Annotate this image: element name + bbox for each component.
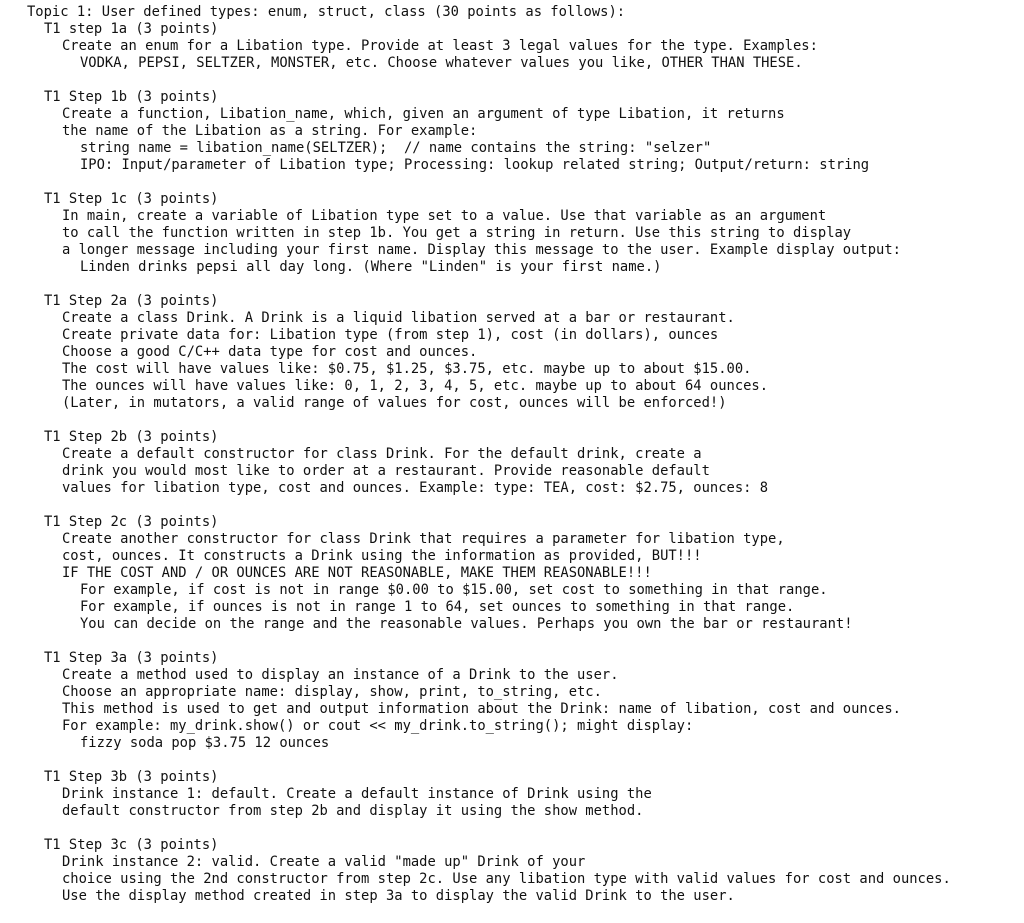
step-heading: T1 Step 2b (3 points) — [44, 429, 219, 445]
assignment-section — [27, 191, 1017, 276]
assignment-section — [27, 837, 1017, 905]
instruction-line: Create an enum for a Libation type. Provide at least 3 legal values for the type. Examples: — [62, 38, 818, 54]
instruction-line: Linden drinks pepsi all day long. (Where "Linden" is your first name.) — [80, 259, 662, 275]
assignment-section — [27, 4, 1017, 72]
assignment-document — [27, 4, 1017, 905]
instruction-line: Create a class Drink. A Drink is a liquid libation served at a bar or restaurant. — [62, 310, 735, 326]
instruction-line: default constructor from step 2b and display it using the show method. — [62, 803, 644, 819]
step-heading: T1 Step 3a (3 points) — [44, 650, 219, 666]
instruction-line: Create private data for: Libation type (from step 1), cost (in dollars), ounces — [62, 327, 719, 343]
instruction-line: For example, if cost is not in range $0.00 to $15.00, set cost to something in that range. — [80, 582, 828, 598]
assignment-section — [27, 293, 1017, 412]
instruction-line: T1 step 1a (3 points) — [44, 21, 219, 37]
instruction-line: Use the display method created in step 3a to display the valid Drink to the user. — [62, 888, 735, 904]
instruction-line: drink you would most like to order at a restaurant. Provide reasonable default — [62, 463, 710, 479]
instruction-line: string name = libation_name(SELTZER); // name contains the string: "selzer" — [80, 140, 712, 156]
instruction-line: Create a function, Libation_name, which, given an argument of type Libation, it returns — [62, 106, 785, 122]
step-heading: T1 Step 1c (3 points) — [44, 191, 219, 207]
instruction-line: (Later, in mutators, a valid range of values for cost, ounces will be enforced!) — [62, 395, 727, 411]
instruction-line: The cost will have values like: $0.75, $1.25, $3.75, etc. maybe up to about $15.00. — [62, 361, 752, 377]
instruction-line: choice using the 2nd constructor from step 2c. Use any libation type with valid values for cost and ounces. — [62, 871, 951, 887]
instruction-line: Choose a good C/C++ data type for cost and ounces. — [62, 344, 478, 360]
instruction-line: cost, ounces. It constructs a Drink using the information as provided, BUT!!! — [62, 548, 702, 564]
instruction-line: to call the function written in step 1b. You get a string in return. Use this string to display — [62, 225, 852, 241]
instruction-line: Create another constructor for class Drink that requires a parameter for libation type, — [62, 531, 785, 547]
step-heading: T1 Step 3b (3 points) — [44, 769, 219, 785]
step-heading: T1 Step 2a (3 points) — [44, 293, 219, 309]
instruction-line: values for libation type, cost and ounces. Example: type: TEA, cost: $2.75, ounces: 8 — [62, 480, 769, 496]
step-heading: T1 Step 2c (3 points) — [44, 514, 219, 530]
instruction-line: Drink instance 1: default. Create a default instance of Drink using the — [62, 786, 652, 802]
instruction-line: fizzy soda pop $3.75 12 ounces — [80, 735, 330, 751]
instruction-line: Create a default constructor for class Drink. For the default drink, create a — [62, 446, 702, 462]
assignment-section — [27, 89, 1017, 174]
assignment-section — [27, 650, 1017, 752]
assignment-section — [27, 769, 1017, 820]
instruction-line: The ounces will have values like: 0, 1, 2, 3, 4, 5, etc. maybe up to about 64 ounces. — [62, 378, 769, 394]
instruction-line: IPO: Input/parameter of Libation type; Processing: lookup related string; Output/return: string — [80, 157, 870, 173]
instruction-line: This method is used to get and output information about the Drink: name of libation, cost and ounces. — [62, 701, 901, 717]
instruction-line: VODKA, PEPSI, SELTZER, MONSTER, etc. Choose whatever values you like, OTHER THAN THESE. — [80, 55, 803, 71]
instruction-line: In main, create a variable of Libation type set to a value. Use that variable as an argument — [62, 208, 827, 224]
instruction-line: For example: my_drink.show() or cout << my_drink.to_string(); might display: — [62, 718, 694, 734]
assignment-section — [27, 514, 1017, 633]
instruction-line: Drink instance 2: valid. Create a valid "made up" Drink of your — [62, 854, 586, 870]
instruction-line: the name of the Libation as a string. For example: — [62, 123, 478, 139]
topic-heading: Topic 1: User defined types: enum, struct, class (30 points as follows): — [27, 4, 626, 20]
step-heading: T1 Step 3c (3 points) — [44, 837, 219, 853]
instruction-line: Choose an appropriate name: display, show, print, to_string, etc. — [62, 684, 602, 700]
instruction-line: Create a method used to display an instance of a Drink to the user. — [62, 667, 619, 683]
instruction-line: For example, if ounces is not in range 1 to 64, set ounces to something in that range. — [80, 599, 795, 615]
instruction-line: IF THE COST AND / OR OUNCES ARE NOT REASONABLE, MAKE THEM REASONABLE!!! — [62, 565, 652, 581]
instruction-line: a longer message including your first name. Display this message to the user. Example display output: — [62, 242, 901, 258]
instruction-line: You can decide on the range and the reasonable values. Perhaps you own the bar or restaurant! — [80, 616, 853, 632]
assignment-section — [27, 429, 1017, 497]
step-heading: T1 Step 1b (3 points) — [44, 89, 219, 105]
